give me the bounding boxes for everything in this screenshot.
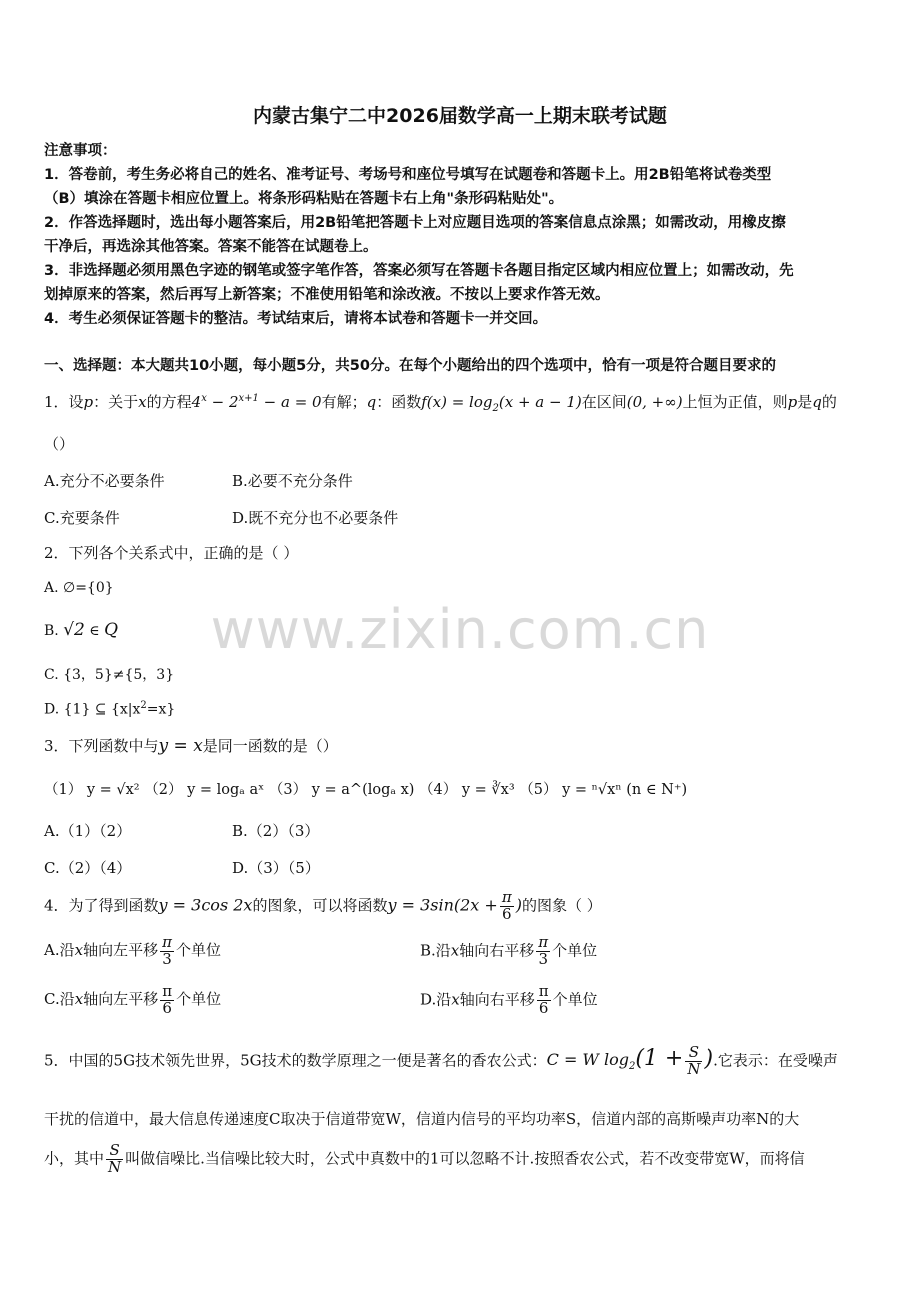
question-1-paren: （） [44,435,75,453]
question-5-line3: 小，其中 $\frac{S}{N}$ 叫做信噪比.当信噪比较大时，公式中真数中的1可以忽略不计.按照香农公式，若不改变带宽W，而将信 [44,1141,805,1176]
notice-line: （B）填涂在答题卡相应位置上。将条形码粘贴在答题卡右上角"条形码粘贴处"。 [44,191,564,207]
notice-line: 干净后，再选涂其他答案。答案不能答在试题卷上。 [44,239,378,255]
question-3-options-row2 [44,857,880,878]
question-3-options-row1 [44,820,880,841]
option-c: C.（2）（4） [44,859,132,877]
notice-line: 3．非选择题必须用黑色字迹的钢笔或签字笔作答，答案必须写在答题卡各题目指定区域内相应位置上；如需改动，先 [44,263,794,279]
notice-line: 1．答卷前，考生务必将自己的姓名、准考证号、考场号和座位号填写在试题卷和答题卡上。用2B铅笔将试卷类型 [44,167,772,183]
option-a: A.充分不必要条件 [44,472,165,490]
option-c: C.沿x轴向左平移 $\frac{\pi}{6}$ 个单位 [44,982,222,1017]
option-a: A.（1）（2） [44,822,132,840]
question-1-options-row1 [44,470,880,491]
question-3-items: （1） y = √x² （2） y = logₐ aˣ （3） y = a^(logₐ x) （4） y = ∛x³ （5） y = ⁿ√xⁿ (n ∈ N⁺) [44,782,688,798]
question-5-line2: 干扰的信道中，最大信息传递速度C取决于信道带宽W，信道内信号的平均功率S，信道内部的高斯噪声功率N的大 [44,1110,800,1128]
question-3-stem: 3．下列函数中与y = x是同一函数的是（） [44,736,338,756]
option-b: B. √2 ∈ Q [44,620,119,640]
option-b: B.必要不充分条件 [232,472,353,490]
notice-line: 划掉原来的答案，然后再写上新答案；不准使用铅笔和涂改液。不按以上要求作答无效。 [44,287,610,303]
notice-line: 4．考生必须保证答题卡的整洁。考试结束后，请将本试卷和答题卡一并交回。 [44,311,548,327]
option-d: D.既不充分也不必要条件 [232,509,399,527]
option-d: D.沿x轴向右平移 $\frac{\pi}{6}$ 个单位 [420,982,598,1017]
page-title: 内蒙古集宁二中2026届数学高一上期末联考试题 [253,105,667,127]
question-4-stem: 4．为了得到函数y = 3cos 2x的图象，可以将函数y = 3sin(2x + $\frac{\pi}{6}$ )的图象（ ） [44,888,602,923]
option-b: B.（2）（3） [232,822,320,840]
option-d: D. {1} ⊆ $\{x|x^2=x\}$ [44,700,176,718]
option-a: A. ∅={0} [44,580,114,596]
notice-heading: 注意事项： [44,143,117,159]
question-1-stem: 1．设p：关于x的方程$4^x - 2^{x+1} - a = 0$有解；q：函数$f(x) = \log_2(x + a - 1)$在区间(0, +∞)上恒为正值，则p是q的 [44,393,837,414]
option-b: B.沿x轴向右平移 $\frac{\pi}{3}$ 个单位 [420,933,598,968]
question-1-options-row2 [44,507,880,528]
watermark: www.zixin.com.cn [210,598,710,661]
section-heading: 一、选择题：本大题共10小题，每小题5分，共50分。在每个小题给出的四个选项中，恰有一项是符合题目要求的 [44,358,776,374]
option-a: A.沿x轴向左平移 $\frac{\pi}{3}$ 个单位 [44,933,221,968]
question-4-options-row1 [44,935,880,968]
option-c: C. {3，5}≠{5，3} [44,667,175,683]
notice-line: 2．作答选择题时，选出每小题答案后，用2B铅笔把答题卡上对应题目选项的答案信息点涂黑；如需改动，用橡皮擦 [44,215,786,231]
option-d: D.（3）（5） [232,859,320,877]
question-5-line1: 5．中国的5G技术领先世界，5G技术的数学原理之一便是著名的香农公式：C = W $\log_2(1$ + $\frac{S}{N}$ ).它表示：在受噪声 [44,1043,838,1078]
question-2-stem: 2．下列各个关系式中，正确的是（ ） [44,544,299,562]
option-c: C.充要条件 [44,509,120,527]
question-4-options-row2 [44,984,880,1017]
